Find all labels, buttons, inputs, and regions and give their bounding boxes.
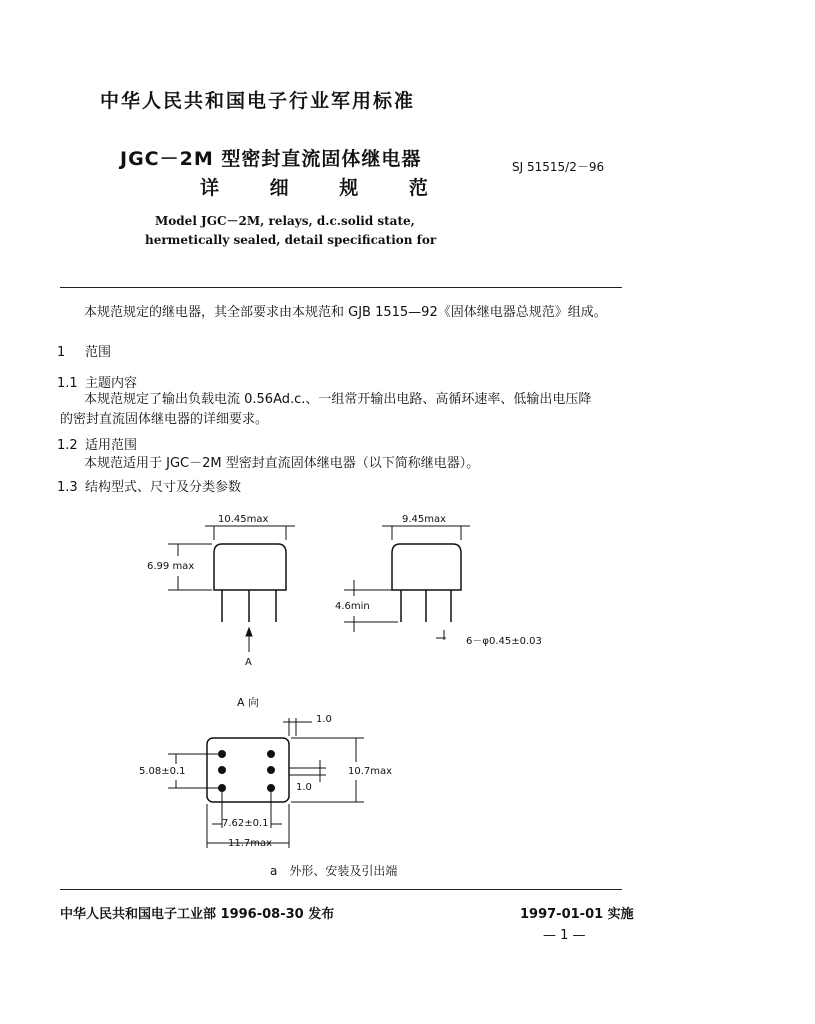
document-title: JGC－2M 型密封直流固体继电器 bbox=[120, 148, 422, 170]
section-number: 1.3 bbox=[57, 480, 78, 495]
front-view bbox=[168, 526, 295, 652]
section-title: 结构型式、尺寸及分类参数 bbox=[85, 480, 242, 495]
top-offset-dimension: 1.0 bbox=[316, 714, 332, 725]
horizontal-pitch-dimension: 7.62±0.1 bbox=[222, 818, 269, 829]
view-arrow-label: A bbox=[245, 657, 252, 668]
front-width-dimension: 10.45max bbox=[218, 514, 269, 525]
standard-code: SJ 51515/2－96 bbox=[512, 160, 605, 174]
section-1-2-text: 本规范适用于 JGC－2M 型密封直流固体继电器（以下简称继电器）。 bbox=[84, 456, 480, 471]
section-1-1-text-line-1: 本规范规定了输出负载电流 0.56Ad.c.、一组常开输出电路、高循环速率、低输出电压降 bbox=[84, 392, 592, 407]
figure-caption: a 外形、安装及引出端 bbox=[270, 864, 398, 878]
section-title: 主题内容 bbox=[85, 376, 138, 391]
section-number: 1.2 bbox=[57, 438, 78, 453]
english-title-line-1: Model JGC－2M, relays, d.c.solid state, bbox=[155, 214, 415, 228]
side-offset-dimension: 1.0 bbox=[296, 782, 312, 793]
document-subtitle: 详 细 规 范 bbox=[200, 177, 450, 199]
english-title-line-2: hermetically sealed, detail specification for bbox=[145, 233, 437, 247]
side-width-dimension: 9.45max bbox=[402, 514, 447, 525]
standard-category-header: 中华人民共和国电子行业军用标准 bbox=[100, 90, 416, 112]
body-height-dimension: 10.7max bbox=[348, 766, 393, 777]
bottom-view-label: A 向 bbox=[237, 696, 260, 709]
issuer-statement: 中华人民共和国电子工业部 1996-08-30 发布 bbox=[60, 907, 335, 922]
pin-diameter-dimension: 6－φ0.45±0.03 bbox=[466, 636, 542, 647]
body-width-dimension: 11.7max bbox=[228, 838, 273, 849]
intro-paragraph: 本规范规定的继电器，其全部要求由本规范和 GJB 1515—92《固体继电器总规范》组成。 bbox=[84, 305, 607, 320]
section-title: 范围 bbox=[85, 345, 112, 360]
section-title: 适用范围 bbox=[85, 438, 138, 453]
pin-length-dimension: 4.6min bbox=[335, 601, 370, 612]
section-number: 1.1 bbox=[57, 376, 78, 391]
front-height-dimension: 6.99 max bbox=[147, 561, 195, 572]
effective-date: 1997-01-01 实施 bbox=[520, 907, 634, 922]
section-number: 1 bbox=[57, 345, 66, 360]
page-number: — 1 — bbox=[543, 928, 586, 943]
section-1-1-text-line-2: 的密封直流固体继电器的详细要求。 bbox=[60, 412, 269, 427]
footer-divider bbox=[60, 889, 622, 890]
side-view bbox=[344, 526, 470, 640]
vertical-pitch-dimension: 5.08±0.1 bbox=[139, 766, 186, 777]
